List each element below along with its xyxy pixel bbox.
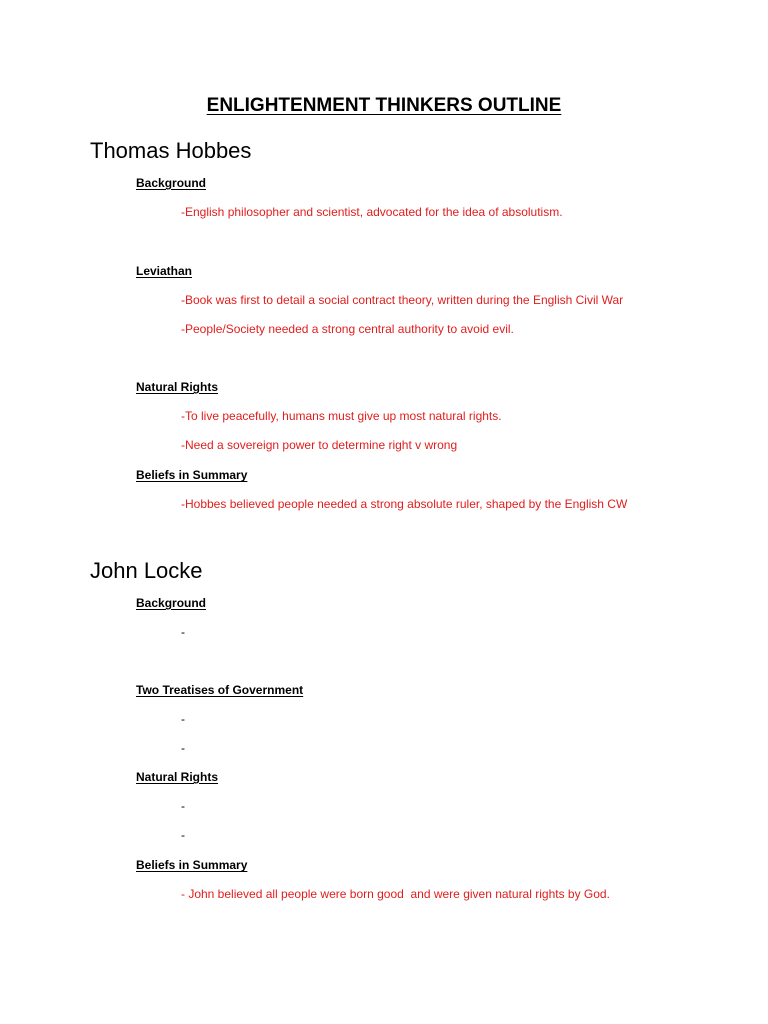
section-heading-locke: John Locke xyxy=(90,558,203,583)
locke-treatises-item: - xyxy=(181,712,185,726)
hobbes-background-item: -English philosopher and scientist, advocated for the idea of absolutism. xyxy=(181,205,563,219)
locke-natural-rights-item: - xyxy=(181,828,185,842)
locke-background-heading: Background xyxy=(136,596,207,610)
hobbes-background-heading: Background xyxy=(136,176,207,190)
locke-natural-rights-heading: Natural Rights xyxy=(136,770,219,784)
locke-treatises-heading: Two Treatises of Government xyxy=(136,683,304,697)
hobbes-natural-rights-item: -Need a sovereign power to determine right v wrong xyxy=(181,438,458,452)
locke-beliefs-item: - John believed all people were born good and were given natural rights by God. xyxy=(181,887,610,901)
hobbes-leviathan-item: -Book was first to detail a social contract theory, written during the English Civil War xyxy=(181,293,624,307)
locke-background-item: - xyxy=(181,625,185,639)
document-title: ENLIGHTENMENT THINKERS OUTLINE xyxy=(206,95,562,116)
hobbes-leviathan-heading: Leviathan xyxy=(136,264,193,278)
locke-beliefs-heading: Beliefs in Summary xyxy=(136,858,248,872)
hobbes-beliefs-heading: Beliefs in Summary xyxy=(136,468,248,482)
hobbes-leviathan-item: -People/Society needed a strong central authority to avoid evil. xyxy=(181,322,514,336)
hobbes-beliefs-item: -Hobbes believed people needed a strong absolute ruler, shaped by the English CW xyxy=(181,497,628,511)
section-heading-hobbes: Thomas Hobbes xyxy=(90,138,252,163)
locke-natural-rights-item: - xyxy=(181,799,185,813)
hobbes-natural-rights-item: -To live peacefully, humans must give up most natural rights. xyxy=(181,409,502,423)
locke-treatises-item: - xyxy=(181,741,185,755)
hobbes-natural-rights-heading: Natural Rights xyxy=(136,380,219,394)
